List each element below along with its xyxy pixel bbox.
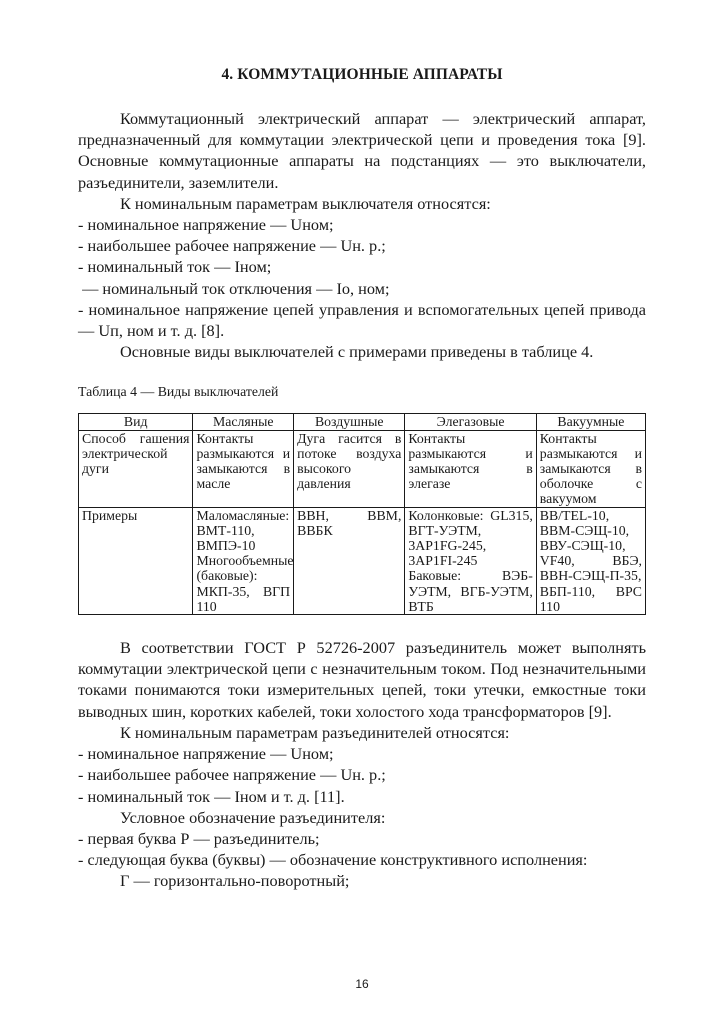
table-header-cell: Элегазовые xyxy=(405,414,536,430)
table-row xyxy=(79,430,646,507)
table-cell: Контакты размыкаются и замыкаются в элегазе xyxy=(405,430,536,507)
table-cell: BB/TEL-10, ВВМ-СЭЩ-10, ВВУ-СЭЩ-10, VF40, ВБЭ, ВВН-СЭЩ-П-35, ВБП-110, ВРС 110 xyxy=(536,507,645,614)
table-header-cell: Вид xyxy=(79,414,193,430)
page-number: 16 xyxy=(355,977,369,991)
table-cell: Способ гашения электрической дуги xyxy=(79,430,193,507)
breakers-table xyxy=(78,413,646,615)
table-caption: Таблица 4 — Виды выключателей xyxy=(78,384,279,400)
table-cell: Колонковые: GL315, ВГТ-УЭТМ, 3AP1FG-245, 3AP1FI-245 Баковые: ВЭБ-УЭТМ, ВГБ-УЭТМ, ВТБ xyxy=(405,507,536,614)
list-item: - номинальный ток — Iном и т. д. [11]. xyxy=(78,786,345,806)
paragraph-disconnector-params-intro: К номинальным параметрам разъединителей относятся: xyxy=(120,722,510,742)
table-cell: Контакты размыкаются и замыкаются в оболочке с вакуумом xyxy=(536,430,645,507)
list-item: - наибольшее рабочее напряжение — Uн. р.; xyxy=(78,765,386,785)
table-header-cell: Вакуумные xyxy=(536,414,645,430)
table-cell: Дуга гасится в потоке воздуха высокого давления xyxy=(294,430,405,507)
list-item: - следующая буква (буквы) — обозначение конструктивного исполнения: xyxy=(78,850,588,870)
paragraph-breaker-params-intro: К номинальным параметрам выключателя относятся: xyxy=(120,193,491,213)
paragraph-gost: В соответствии ГОСТ Р 52726-2007 разъединитель может выполнять коммутации электрической цепи с незначительным током. Под незначительными токами понимаются токи измерительных цепей, токи утечки, емкостные токи выводных шин, коротких кабелей, токи холостого хода трансформаторов [9]. xyxy=(78,638,646,721)
list-item: - номинальное напряжение цепей управления и вспомогательных цепей привода — Uп, ном и т. д. [8]. xyxy=(78,299,646,341)
list-item: - первая буква Р — разъединитель; xyxy=(78,828,320,848)
document-page xyxy=(78,66,646,892)
section-heading: 4. КОММУТАЦИОННЫЕ АППАРАТЫ xyxy=(221,66,503,83)
disconnector-section xyxy=(78,637,646,891)
table-header-cell: Воздушные xyxy=(294,414,405,430)
table-cell: ВВН, ВВМ, ВВБК xyxy=(294,507,405,614)
list-item: - наибольшее рабочее напряжение — Uн. р.; xyxy=(78,236,386,256)
table-cell: Примеры xyxy=(79,507,193,614)
table-header-cell: Масляные xyxy=(193,414,294,430)
paragraph-designation-intro: Условное обозначение разъединителя: xyxy=(120,807,386,827)
table-header-row xyxy=(79,414,646,430)
paragraph-designation-g: Г — горизонтально-поворотный; xyxy=(120,871,350,891)
list-item: - номинальное напряжение — Uном; xyxy=(78,215,334,235)
paragraph-table-reference: Основные виды выключателей с примерами приведены в таблице 4. xyxy=(120,342,594,362)
list-item: - номинальный ток — Iном; xyxy=(78,257,272,277)
table-cell: Маломасляные: ВМТ-110, ВМПЭ-10 Многообъемные (баковые): МКП-35, ВГП 110 xyxy=(193,507,294,614)
table-cell: Контакты размыкаются и замыкаются в масле xyxy=(193,430,294,507)
table-row xyxy=(79,507,646,614)
list-item: - номинальное напряжение — Uном; xyxy=(78,744,334,764)
paragraph-definition: Коммутационный электрический аппарат — электрический аппарат, предназначенный для коммутации электрической цепи и проведения тока [9]. Основные коммутационные аппараты на подстанциях — это выключатели, разъединители, заземлители. xyxy=(78,109,646,192)
list-item: — номинальный ток отключения — Io, ном; xyxy=(78,278,390,298)
